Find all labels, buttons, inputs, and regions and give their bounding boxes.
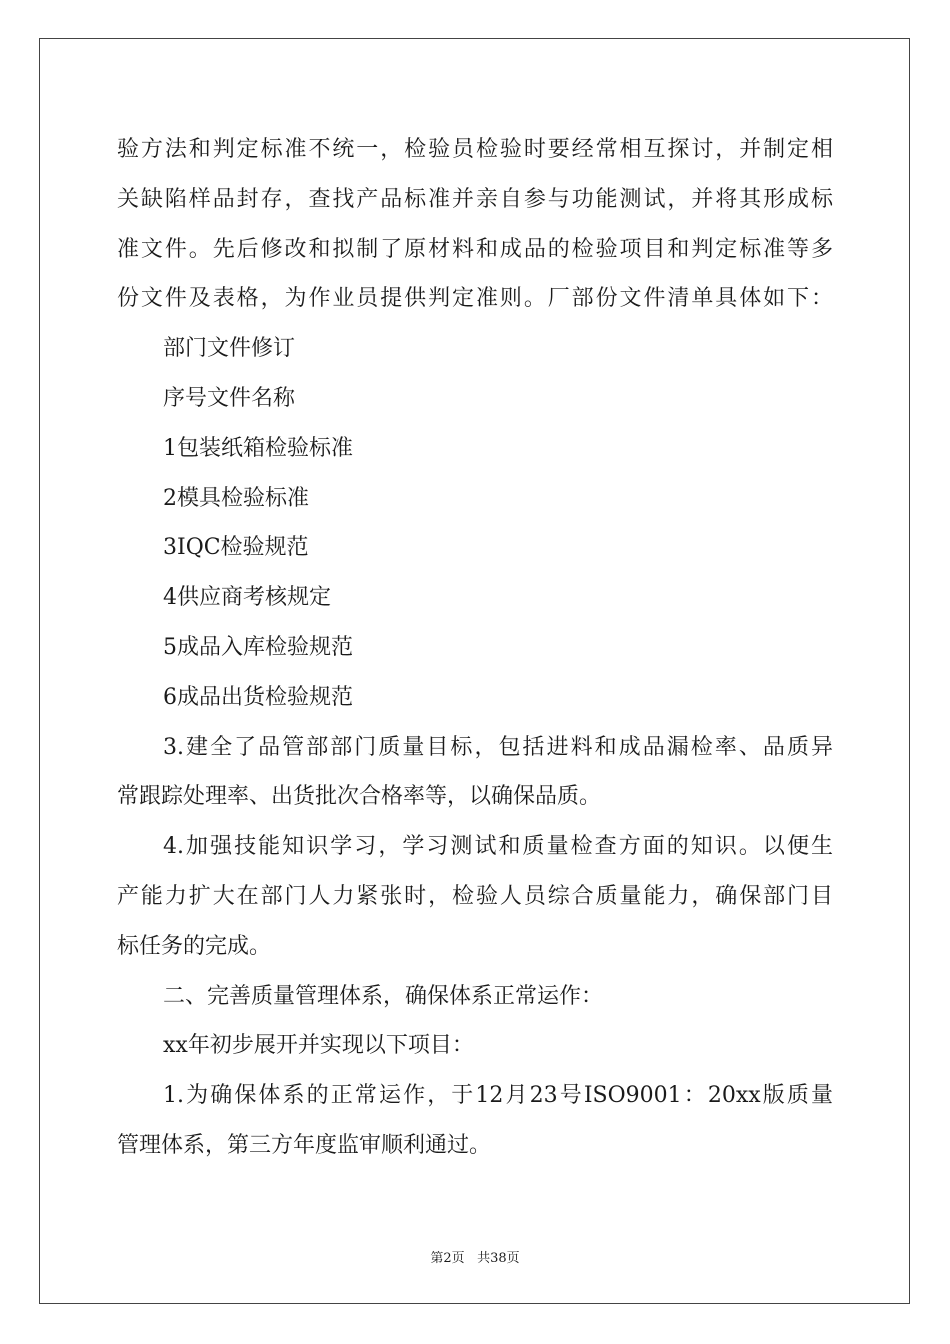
text-line: 关缺陷样品封存，查找产品标准并亲自参与功能测试，并将其形成标 xyxy=(117,186,833,212)
text-line: 份文件及表格，为作业员提供判定准则。厂部份文件清单具体如下： xyxy=(117,286,833,312)
page-footer xyxy=(0,1247,950,1266)
text-line: 5成品入库检验规范 xyxy=(163,634,353,660)
page-number: 第2页 xyxy=(430,1251,465,1266)
text-line: 二、完善质量管理体系，确保体系正常运作： xyxy=(163,983,604,1009)
text-line: 4.加强技能知识学习，学习测试和质量检查方面的知识。以便生 xyxy=(163,834,833,860)
document-body xyxy=(117,125,833,1171)
page-total: 共38页 xyxy=(477,1251,520,1266)
text-line: 4供应商考核规定 xyxy=(163,585,331,611)
text-line: 1包装纸箱检验标准 xyxy=(163,435,353,461)
text-line: 标任务的完成。 xyxy=(117,933,272,959)
text-line: xx年初步展开并实现以下项目： xyxy=(163,1033,474,1059)
text-line: 序号文件名称 xyxy=(163,385,296,411)
text-line: 3.建全了品管部部门质量目标，包括进料和成品漏检率、品质异 xyxy=(163,734,833,760)
text-line: 3IQC检验规范 xyxy=(163,535,309,561)
text-line: 产能力扩大在部门人力紧张时，检验人员综合质量能力，确保部门目 xyxy=(117,883,833,909)
text-line: 常跟踪处理率、出货批次合格率等，以确保品质。 xyxy=(117,784,602,810)
text-line: 2模具检验标准 xyxy=(163,485,309,511)
text-line: 1.为确保体系的正常运作，于12月23号ISO9001：20xx版质量 xyxy=(163,1083,833,1109)
text-line: 管理体系，第三方年度监审顺利通过。 xyxy=(117,1132,492,1158)
text-line: 准文件。先后修改和拟制了原材料和成品的检验项目和判定标准等多 xyxy=(117,236,833,262)
text-line: 部门文件修订 xyxy=(163,336,296,362)
text-line: 6成品出货检验规范 xyxy=(163,684,353,710)
text-line: 验方法和判定标准不统一，检验员检验时要经常相互探讨，并制定相 xyxy=(117,137,833,162)
